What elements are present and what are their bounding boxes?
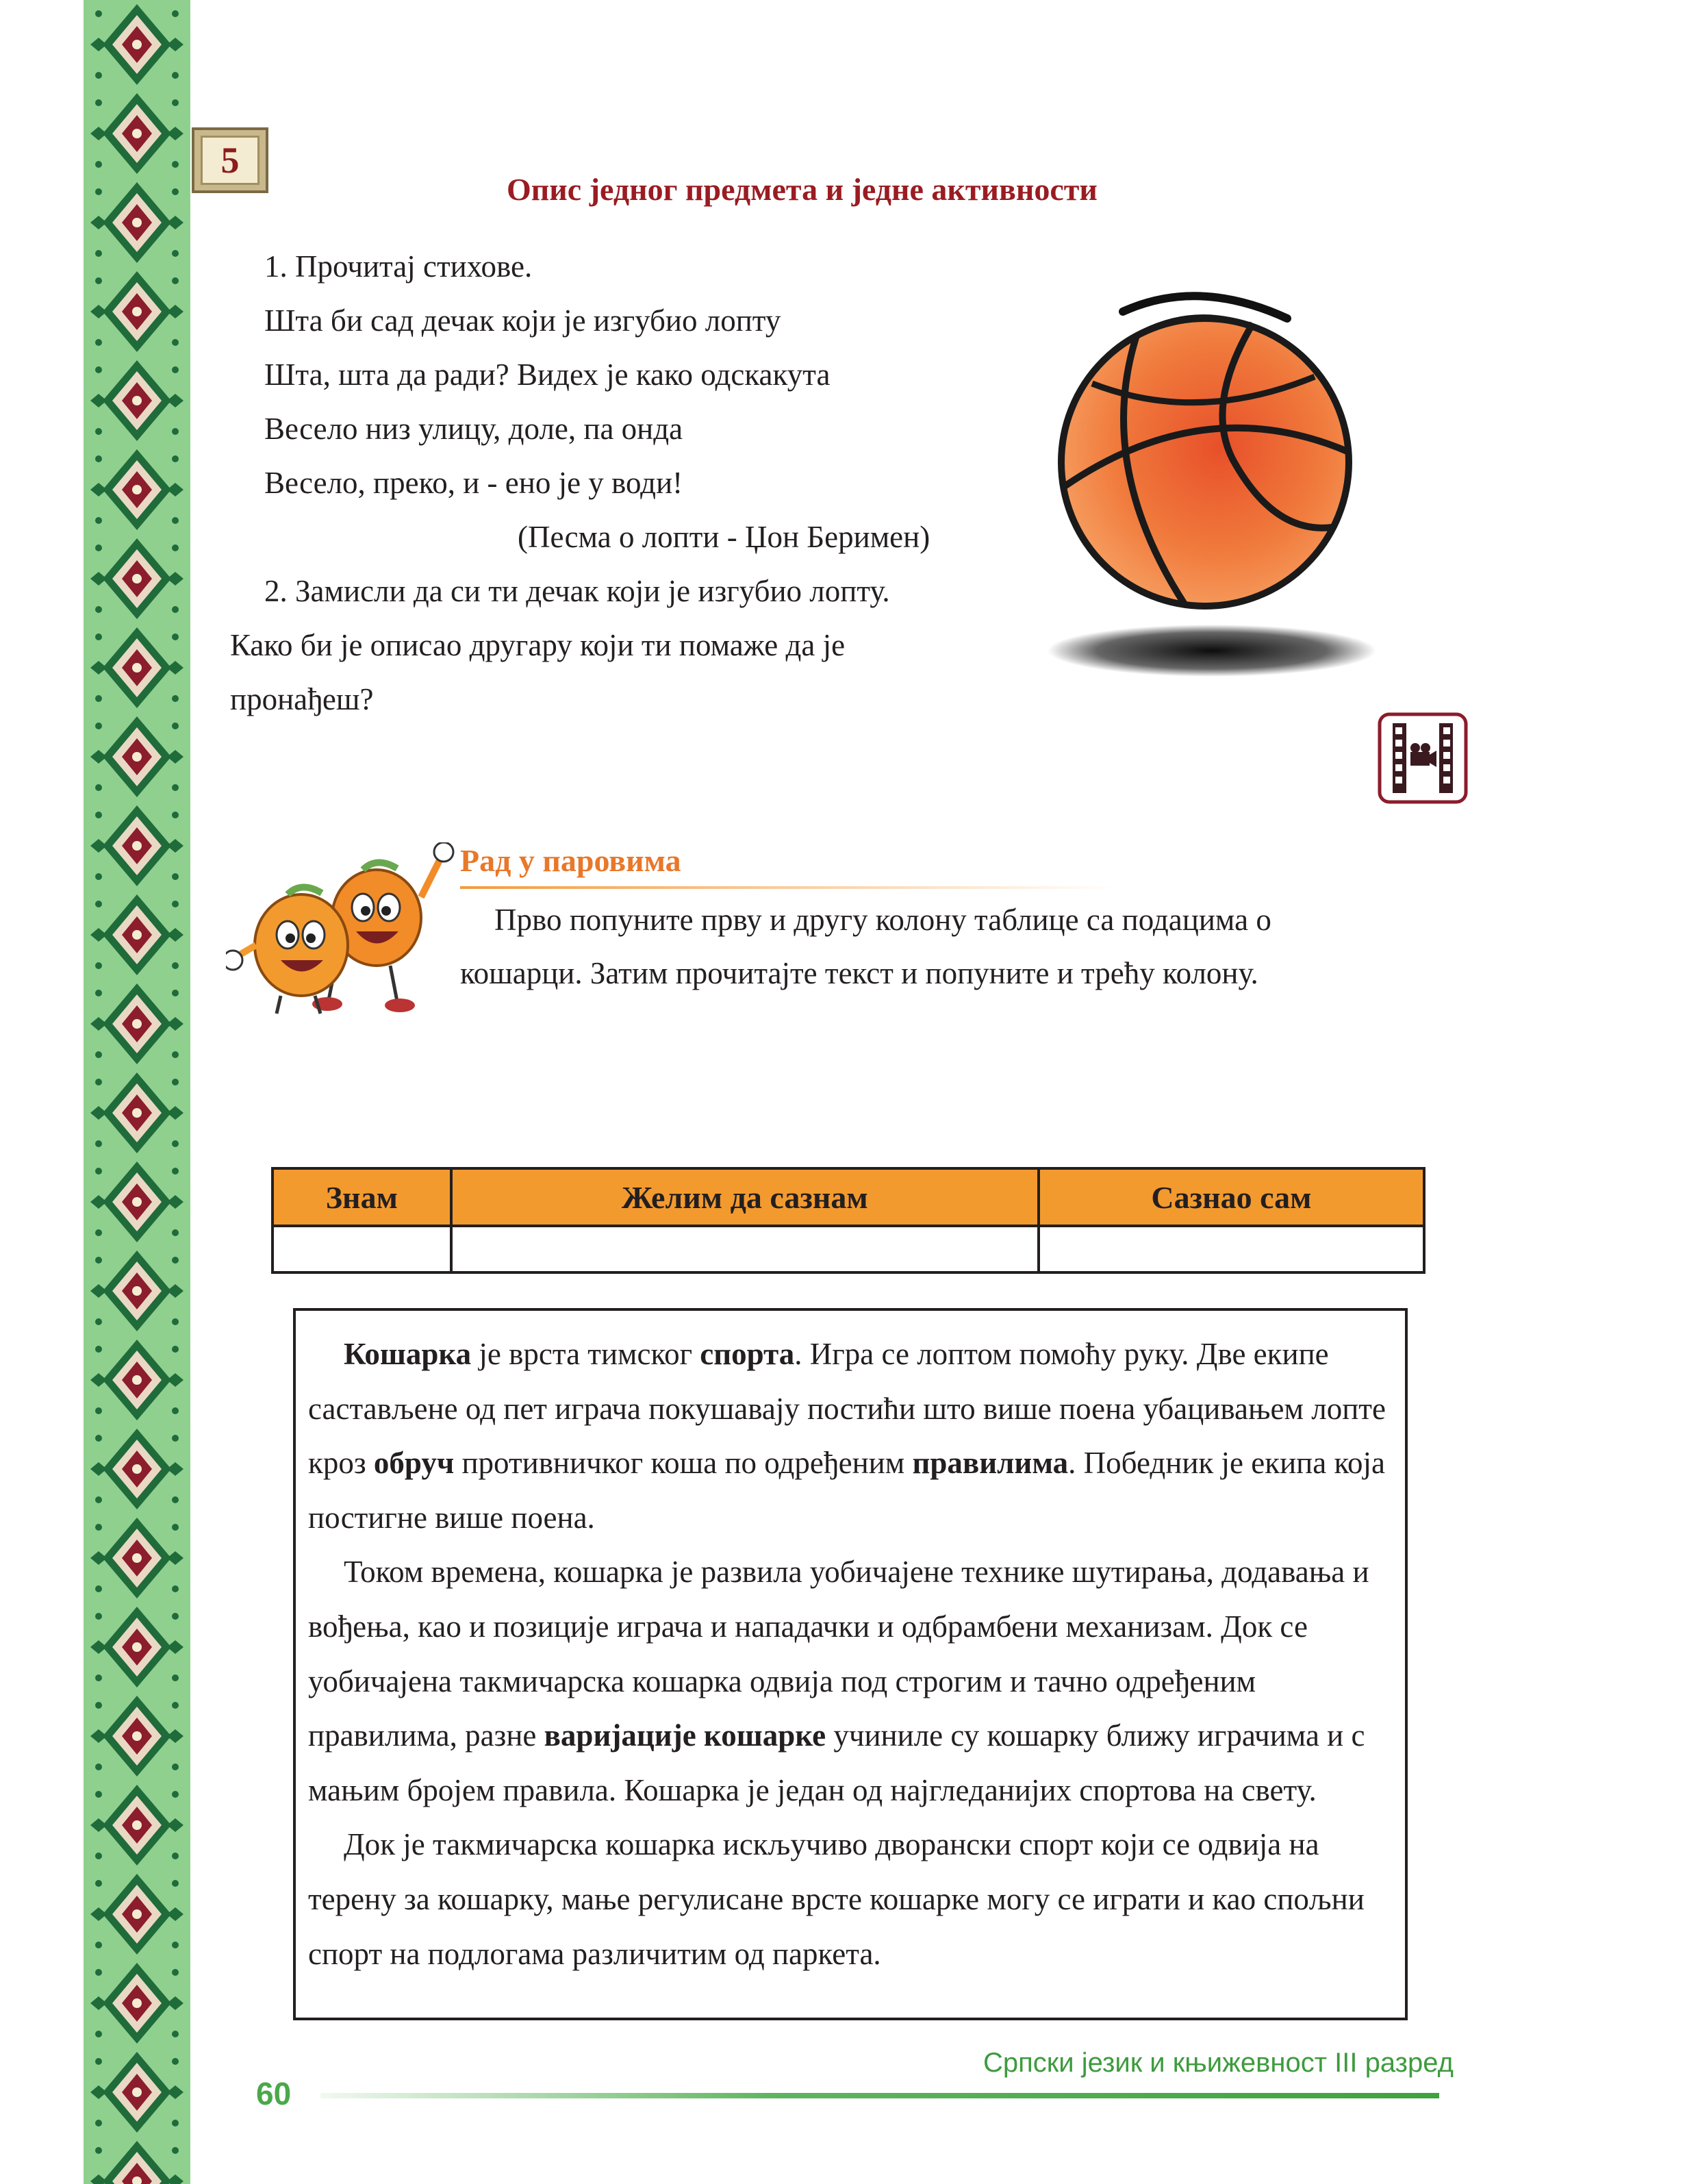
lesson-number-badge <box>192 127 268 193</box>
pair-work-underline <box>460 886 1117 889</box>
bold-term: варијације кошарке <box>544 1718 826 1753</box>
column-header-learned: Сазнао сам <box>1039 1168 1424 1226</box>
decorative-ornament-strip <box>84 0 190 2184</box>
poem-verse: Весело низ улицу, доле, па онда <box>264 412 683 446</box>
bold-term: правилима <box>912 1446 1069 1481</box>
text-paragraph-3: Док је такмичарска кошарка искључиво дворански спорт који се одвија на терену за кошарку, мање регулисане врсте кошарке могу се играти и као спољни спорт на подлогама различитим од паркета. <box>308 1827 1365 1971</box>
table-cell-want-to-know[interactable] <box>451 1226 1039 1272</box>
pair-work-instructions <box>460 893 1446 1000</box>
poem-verse: Весело, преко, и - ено је у води! <box>264 466 683 500</box>
poem-section <box>230 240 1052 727</box>
book-title: Српски језик и књижевност III разред <box>983 2048 1454 2078</box>
table-cell-know[interactable] <box>273 1226 451 1272</box>
text-paragraph-2 <box>308 1545 1393 1818</box>
mascots-icon <box>226 842 459 1024</box>
basketball-icon <box>1027 281 1410 695</box>
lesson-number: 5 <box>201 136 259 185</box>
task-2: 2. Замисли да си ти дечак који је изгубио лопту. <box>264 574 890 608</box>
column-header-know: Знам <box>273 1168 451 1226</box>
bold-term: обруч <box>373 1446 455 1481</box>
column-header-want-to-know: Желим да сазнам <box>451 1168 1039 1226</box>
table-row <box>273 1226 1424 1272</box>
poem-attribution: (Песма о лопти - Џон Беримен) <box>518 520 930 554</box>
poem-verse: Шта би сад дечак који је изгубио лопту <box>264 303 781 338</box>
pair-work-line: кошарци. Затим прочитајте текст и попуните и трећу колону. <box>460 956 1258 990</box>
text-run: учиниле су кошарку ближу играчима и с мањим бројем правила. Кошарка је један од најгледанијих спортова на свету. <box>308 1718 1365 1807</box>
pair-work-title: Рад у паровима <box>460 843 681 878</box>
text-run: је врста тимског <box>471 1337 700 1371</box>
bold-term: Кошарка <box>344 1337 472 1371</box>
kwl-table <box>271 1167 1425 1274</box>
task-1: 1. Прочитај стихове. <box>264 249 533 284</box>
text-run: Током времена, кошарка је развила уобичајене технике шутирања, додавања и вођења, као и позиције играча и нападачки и одбрамбени механизам. Док се уобичајена такмичарска кошарка одвија под строгим и тачно одређеним правилима, разне <box>308 1555 1369 1753</box>
film-icon[interactable] <box>1378 712 1468 807</box>
task-2-cont: пронађеш? <box>230 682 374 716</box>
page-number: 60 <box>256 2076 292 2111</box>
table-cell-learned[interactable] <box>1039 1226 1424 1272</box>
footer-line <box>320 2093 1439 2098</box>
bold-term: спорта <box>700 1337 795 1371</box>
text-paragraph-1 <box>308 1327 1393 1545</box>
text-run: . Игра се лоптом помоћу руку. Две екипе састављене од пет играча покушавају постићи што више поена убацивањем лопте кроз <box>308 1337 1386 1481</box>
pair-work-line: Прво попуните прву и другу колону таблице са подацима о <box>494 903 1271 937</box>
poem-verse: Шта, шта да ради? Видех је како одскакута <box>264 357 831 392</box>
task-2-cont: Како би је описао другару који ти помаже да је <box>230 628 846 662</box>
text-run: . Победник је екипа која постигне више поена. <box>308 1446 1386 1535</box>
text-run: противничког коша по одређеним <box>454 1446 913 1481</box>
lesson-title: Опис једног предмета и једне активности <box>507 172 1098 207</box>
reading-text-box <box>293 1308 1408 2020</box>
